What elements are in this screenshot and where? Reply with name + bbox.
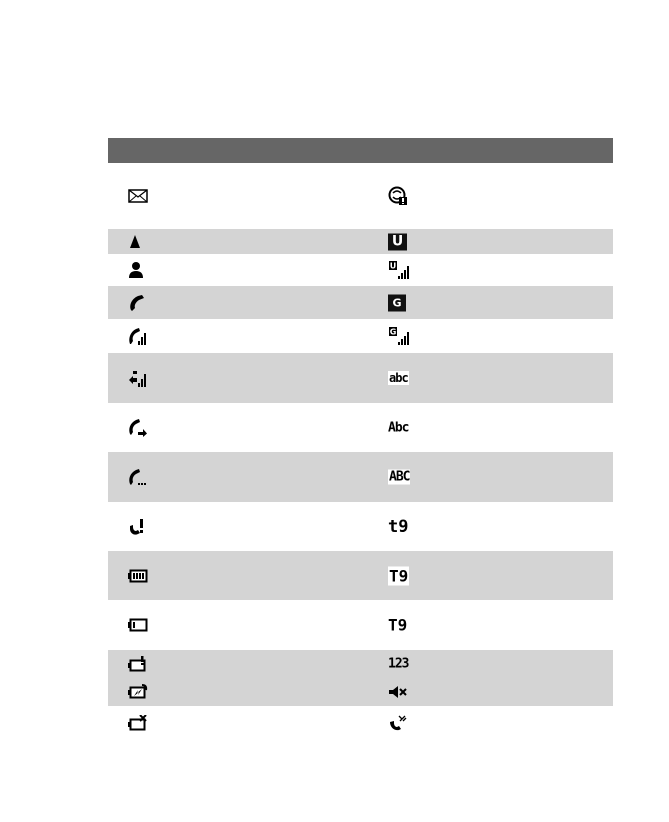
table-row bbox=[108, 254, 613, 286]
gprs-available-icon: G bbox=[388, 294, 406, 311]
speakerphone-on-icon bbox=[388, 714, 408, 732]
table-row bbox=[108, 650, 613, 678]
table-row bbox=[108, 403, 613, 452]
gprs-signal-icon bbox=[388, 326, 410, 346]
table-row bbox=[108, 452, 613, 502]
call-signal-icon bbox=[128, 326, 148, 346]
table-row bbox=[108, 163, 613, 229]
svg-text:U: U bbox=[389, 261, 397, 271]
contact-icon bbox=[128, 261, 144, 279]
umts-available-icon: U bbox=[388, 233, 407, 250]
umts-signal-icon bbox=[388, 260, 410, 280]
table-row bbox=[108, 600, 613, 650]
battery-charging-icon bbox=[128, 684, 148, 700]
missed-call-icon bbox=[128, 517, 146, 537]
battery-low-icon bbox=[128, 618, 148, 632]
table-row bbox=[108, 551, 613, 600]
t9-uppercase-icon: T9 bbox=[389, 566, 409, 585]
high-priority-icon bbox=[128, 234, 142, 250]
t9-lowercase-icon: t9 bbox=[388, 516, 409, 537]
no-battery-icon bbox=[128, 715, 148, 731]
call-forwarding-icon bbox=[128, 418, 148, 438]
uppercase-input-icon: ABC bbox=[389, 469, 410, 485]
new-email-icon bbox=[128, 188, 148, 204]
battery-very-low-icon bbox=[128, 656, 148, 672]
phone-call-icon bbox=[128, 294, 146, 312]
svg-text:G: G bbox=[389, 327, 397, 337]
table-row bbox=[108, 706, 613, 740]
call-on-hold-icon bbox=[128, 468, 148, 486]
table-header-bar bbox=[108, 138, 613, 163]
t9-first-caps-icon: T9 bbox=[388, 615, 408, 635]
lowercase-input-icon: abc bbox=[389, 371, 408, 385]
table-row bbox=[108, 286, 613, 319]
table-row bbox=[108, 229, 613, 254]
numeric-input-icon: 123 bbox=[388, 656, 409, 672]
table-row bbox=[108, 353, 613, 403]
battery-full-icon bbox=[128, 569, 148, 583]
data-call-signal-icon bbox=[128, 368, 148, 388]
first-letter-caps-icon: Abc bbox=[388, 420, 409, 435]
table-row bbox=[108, 319, 613, 353]
sync-error-icon bbox=[388, 186, 408, 206]
sound-off-icon bbox=[388, 684, 408, 700]
table-row bbox=[108, 502, 613, 551]
table-row bbox=[108, 678, 613, 706]
